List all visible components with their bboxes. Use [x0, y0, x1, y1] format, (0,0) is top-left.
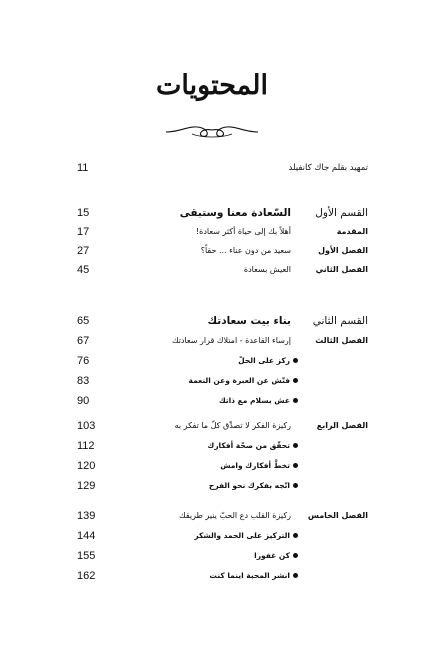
toc-entry: [0, 205, 424, 221]
toc-entry: [0, 528, 424, 544]
toc-entry: [0, 353, 424, 369]
page-number: 144: [77, 530, 96, 542]
chapter-label: الفصل الرابع: [316, 421, 368, 430]
section-title: انشر المحبة اينما كنت: [209, 571, 290, 580]
entry-title: السّعادة معنا وستبقى: [179, 207, 291, 219]
toc-entry: [0, 262, 424, 278]
bullet-icon: [293, 358, 298, 363]
page-number: 120: [77, 460, 96, 472]
bullet-icon: [293, 483, 298, 488]
section-title: كن غفورا: [254, 551, 290, 560]
page-number: 11: [77, 162, 89, 174]
page-number: 65: [77, 315, 90, 327]
bullet-icon: [293, 553, 298, 558]
bullet-icon: [293, 378, 298, 383]
toc-entry: [0, 243, 424, 259]
page-number: 129: [77, 480, 96, 492]
bullet-icon: [293, 533, 298, 538]
page-number: 76: [77, 355, 90, 367]
page-number: 155: [77, 550, 96, 562]
toc-entry: [0, 478, 424, 494]
toc-entry: [0, 393, 424, 409]
toc-entry: [0, 438, 424, 454]
page-number: 139: [77, 510, 96, 522]
page-number: 67: [77, 335, 90, 347]
toc-entry: [0, 224, 424, 240]
toc-entry: [0, 333, 424, 349]
entry-title: ركيزة الفكر لا تصدِّق كلّ ما تفكر به: [174, 421, 291, 430]
section-title: فتّش عن العبرة وعن النعمة: [188, 376, 290, 385]
toc-entry: [0, 373, 424, 389]
page-number: 15: [77, 207, 90, 219]
entry-title: سعيد من دون عناء ... حقاً؟: [200, 246, 291, 255]
part-label: القسم الأول: [315, 207, 368, 219]
section-title: عش بسلام مع ذاتك: [218, 396, 290, 405]
chapter-label: الفصل الثاني: [315, 265, 368, 274]
toc-entry: [0, 418, 424, 434]
bullet-icon: [293, 398, 298, 403]
entry-title: إرساء القاعدة - امتلاك قرار سعادتك: [171, 336, 291, 345]
page-number: 162: [77, 570, 96, 582]
chapter-label: الفصل الثالث: [315, 336, 368, 345]
toc-entry: [0, 548, 424, 564]
section-title: ركز على الحلّ: [238, 356, 290, 365]
page-number: 103: [77, 420, 96, 432]
page-number: 45: [77, 264, 90, 276]
ornament-flourish: [162, 118, 262, 142]
toc-entry: [0, 313, 424, 329]
bullet-icon: [293, 463, 298, 468]
section-title: التركيز على الحمد والشكر: [194, 531, 290, 540]
section-title: تخطَّ أفكارك وامش: [220, 461, 290, 470]
page-number: 112: [77, 440, 95, 452]
page-number: 83: [77, 375, 90, 387]
toc-entry: [0, 160, 424, 176]
entry-title: بناء بيت سعادتك: [207, 315, 291, 327]
section-title: اتّجه بفكرك نحو الفرح: [208, 481, 290, 490]
chapter-label: الفصل الخامس: [307, 511, 368, 520]
bullet-icon: [293, 443, 298, 448]
part-label: القسم الثاني: [312, 315, 368, 327]
toc-entry: [0, 508, 424, 524]
entry-title: العيش بسعادة: [243, 265, 291, 274]
chapter-label: الفصل الأول: [318, 246, 368, 255]
chapter-label: المقدمة: [336, 227, 368, 236]
page-number: 90: [77, 395, 90, 407]
section-title: تحقّق من صحّة أفكارك: [207, 441, 290, 450]
entry-title: تمهيد بقلم جاك كانفيلد: [288, 163, 368, 173]
page-number: 27: [77, 245, 90, 257]
toc-entry: [0, 568, 424, 584]
page-number: 17: [77, 226, 90, 238]
toc-entry: [0, 458, 424, 474]
bullet-icon: [293, 573, 298, 578]
entry-title: ركيزة القلب دع الحبّ ينير طريقك: [179, 511, 291, 520]
entry-title: أهلاً بك إلى حياة أكثر سعادة!: [195, 227, 291, 236]
page-title: المحتويات: [155, 70, 269, 101]
